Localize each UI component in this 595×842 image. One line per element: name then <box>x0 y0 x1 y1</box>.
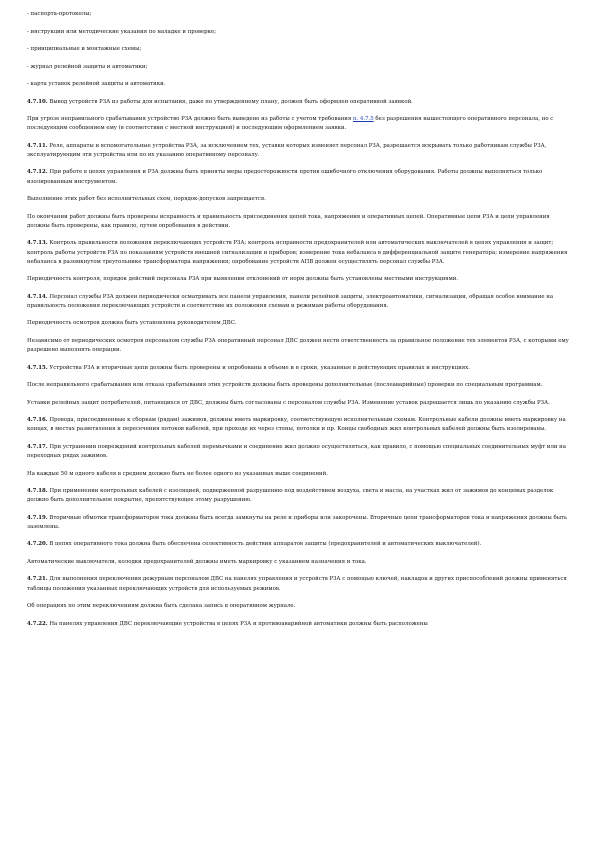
clause-number: 4.7.17. <box>27 443 48 450</box>
paragraph <box>27 540 572 549</box>
paragraph-text: Об операциях по этим переключениям должна быть сделана запись в оперативном журнале. <box>27 603 296 610</box>
paragraph <box>27 115 572 133</box>
paragraph <box>27 142 572 160</box>
clause-number: 4.7.12. <box>27 169 48 176</box>
clause-number: 4.7.15. <box>27 364 48 371</box>
paragraph-text: Для выполнения переключения дежурным персоналом ДВС на панелях управления и устройств РЗА с помощью ключей, накладок и других приспособлений должны применяться таблицы положения указанных переключающих устройств для используемых режимов. <box>27 576 567 592</box>
paragraph-text: Устройства РЗА и вторичные цепи должны быть проверены и опробованы в объеме и в сроки, указанные в действующих правилах и инструкциях. <box>49 364 470 371</box>
list-item-text: - инструкции или методические указания по наладке и проверке; <box>27 28 217 35</box>
paragraph-text: Периодичность осмотров должна быть установлена руководителем ДВС. <box>27 320 237 327</box>
paragraph-text: без разрешения вышестоящего оперативного персонала, но с последующим сообщением ему (в соответствии с местной инструкцией) и последующим оформлением заявки. <box>27 116 554 132</box>
paragraph-text: Периодичность контроля, порядок действий персонала РЗА при выявлении отклонений от норм должны быть установлены местными инструкциями. <box>27 276 459 283</box>
clause-number: 4.7.14. <box>27 293 48 300</box>
list-item <box>27 28 572 37</box>
clause-reference-link[interactable]: п. 4.7.5 <box>352 116 374 122</box>
paragraph <box>27 620 572 629</box>
paragraph-text: В цепях оперативного тока должна быть обеспечена селективность действия аппаратов защиты (предохранителей и автоматических выключателей). <box>49 541 482 548</box>
clause-number: 4.7.20. <box>27 541 48 548</box>
paragraph <box>27 514 572 532</box>
list-item <box>27 10 572 19</box>
list-item-text: - журнал релейной защиты и автоматики; <box>27 63 148 70</box>
paragraph-text: Вторичные обмотки трансформаторов тока должны быть всегда замкнуты на реле и приборы или закорочены. Вторичные цепи трансформаторов тока и напряжения должны быть заземлены. <box>27 514 567 530</box>
list-item-text: - карта уставок релейной защиты и автоматики. <box>27 81 166 87</box>
list-item <box>27 45 572 54</box>
paragraph-text: На панелях управления ДВС переключающие устройства в цепях РЗА и противоаварийной автоматики должны быть расположены <box>49 620 428 627</box>
paragraph <box>27 275 572 284</box>
clause-number: 4.7.13. <box>27 240 48 247</box>
document-body <box>27 10 572 637</box>
paragraph <box>27 168 572 186</box>
paragraph-text: Контроль правильности положения переключающих устройств РЗА; контроль исправности предохранителей или автоматических выключателей в цепях управления и защит; контроль работы устройств РЗА по показаниям устройств внешней сигнализации и приборов; измерение тока небаланса в дифференциальной защите генератора; измерение напряжения небаланса в разомкнутом треугольнике трансформатора напряжения; опробование устройств АПВ должен осуществлять персонал службы РЗА. <box>27 240 568 265</box>
paragraph <box>27 416 572 434</box>
clause-number: 4.7.16. <box>27 417 48 424</box>
clause-number: 4.7.19. <box>27 514 48 521</box>
paragraph-text: На каждые 50 м одного кабеля в среднем должно быть не более одного из указанных выше соединений. <box>27 470 328 477</box>
paragraph <box>27 364 572 373</box>
clause-number: 4.7.11. <box>27 142 48 149</box>
paragraph <box>27 293 572 311</box>
clause-number: 4.7.22. <box>27 620 48 627</box>
paragraph-text: При применении контрольных кабелей с изоляцией, подверженной разрушению под воздействием воздуха, света и масла, на участках жил от зажимов до концевых разделок должно быть дополнительное покрытие, препятствующее этому разрушению. <box>27 488 554 504</box>
paragraph <box>27 558 572 567</box>
list-item <box>27 63 572 72</box>
paragraph <box>27 602 572 611</box>
paragraph <box>27 575 572 593</box>
paragraph-text: Независимо от периодических осмотров персоналом службы РЗА оперативный персонал ДВС должен нести ответственность за правильное положение тех элементов РЗА, с которыми ему разрешено выполнять операции. <box>27 337 569 354</box>
paragraph-text: Провода, присоединенные к сборкам (рядам) зажимов, должны иметь маркировку, соответствующую исполнительным схемам. Контрольные кабели должны иметь маркировку на концах, в местах разветвления и пересечения потоков кабелей, при проходе их через стены, потолки и пр. Концы свободных жил контрольных кабелей должны быть изолированы. <box>27 417 566 433</box>
list-item <box>27 80 572 89</box>
paragraph-text: Реле, аппараты и вспомогательные устройства РЗА, за исключением тех, уставки которых изменяет персонал РЗА, разрешается вскрывать только работникам службы РЗА, эксплуатирующим эти устройства или по их указанию оперативному персоналу. <box>27 142 547 158</box>
paragraph <box>27 319 572 328</box>
paragraph-text: По окончании работ должны быть проверены исправность и правильность присоединения цепей тока, напряжения и оперативных цепей. Оперативные цепи РЗА и цепи управления должны быть проверены, как правило, путем опробования в действии. <box>27 213 550 229</box>
paragraph <box>27 98 572 107</box>
clause-number: 4.7.18. <box>27 488 48 495</box>
paragraph-text: Персонал службы РЗА должен периодически осматривать все панели управления, панели релейной защиты, электроавтоматики, сигнализации, обращая особое внимание на правильность положения переключающих устройств и соответствие их положения схемам и режимам работы оборудования. <box>27 293 554 309</box>
list-item-text: - принципиальные и монтажные схемы; <box>27 46 142 52</box>
paragraph-text: Вывод устройств РЗА из работы для испытания, даже по утвержденному плану, должен быть оформлен оперативной заявкой. <box>49 98 413 105</box>
paragraph <box>27 470 572 479</box>
paragraph-text: Автоматические выключатели, колодки предохранителей должны иметь маркировку с указанием назначения и тока. <box>27 558 367 565</box>
paragraph <box>27 239 572 267</box>
paragraph-text: При угрозе неправильного срабатывания устройство РЗА должно быть выведено из работы с учетом требования <box>27 116 353 122</box>
paragraph <box>27 381 572 390</box>
paragraph-text: После неправильного срабатывания или отказа срабатывания этих устройств должны быть проведены дополнительные (послеаварийные) проверки по специальным программам. <box>27 382 543 389</box>
paragraph-text: При работе в цепях управления и РЗА должны быть приняты меры предосторожности против ошибочного отключения оборудования. Работы должны выполняться только изолированным инструментом. <box>27 169 543 185</box>
paragraph <box>27 337 572 355</box>
clause-number: 4.7.10. <box>27 98 48 105</box>
paragraph <box>27 443 572 461</box>
list-item-text: - паспорта-протоколы; <box>27 11 92 17</box>
paragraph <box>27 399 572 408</box>
paragraph-text: При устранении повреждений контрольных кабелей перемычками и соединение жил должно осуществляться, как правило, с помощью специальных соединительных муфт или на переходных рядах зажимов. <box>27 443 566 460</box>
paragraph <box>27 487 572 505</box>
paragraph <box>27 213 572 231</box>
clause-number: 4.7.21. <box>27 576 48 583</box>
paragraph-text: Уставки релейных защит потребителей, питающихся от ДВС, должны быть согласованы с персоналом службы РЗА. Изменение уставок разрешается лишь по указанию службы РЗА. <box>27 399 550 406</box>
paragraph <box>27 195 572 204</box>
paragraph-text: Выполнение этих работ без исполнительных схем, порядок-допусков запрещается. <box>27 196 266 203</box>
